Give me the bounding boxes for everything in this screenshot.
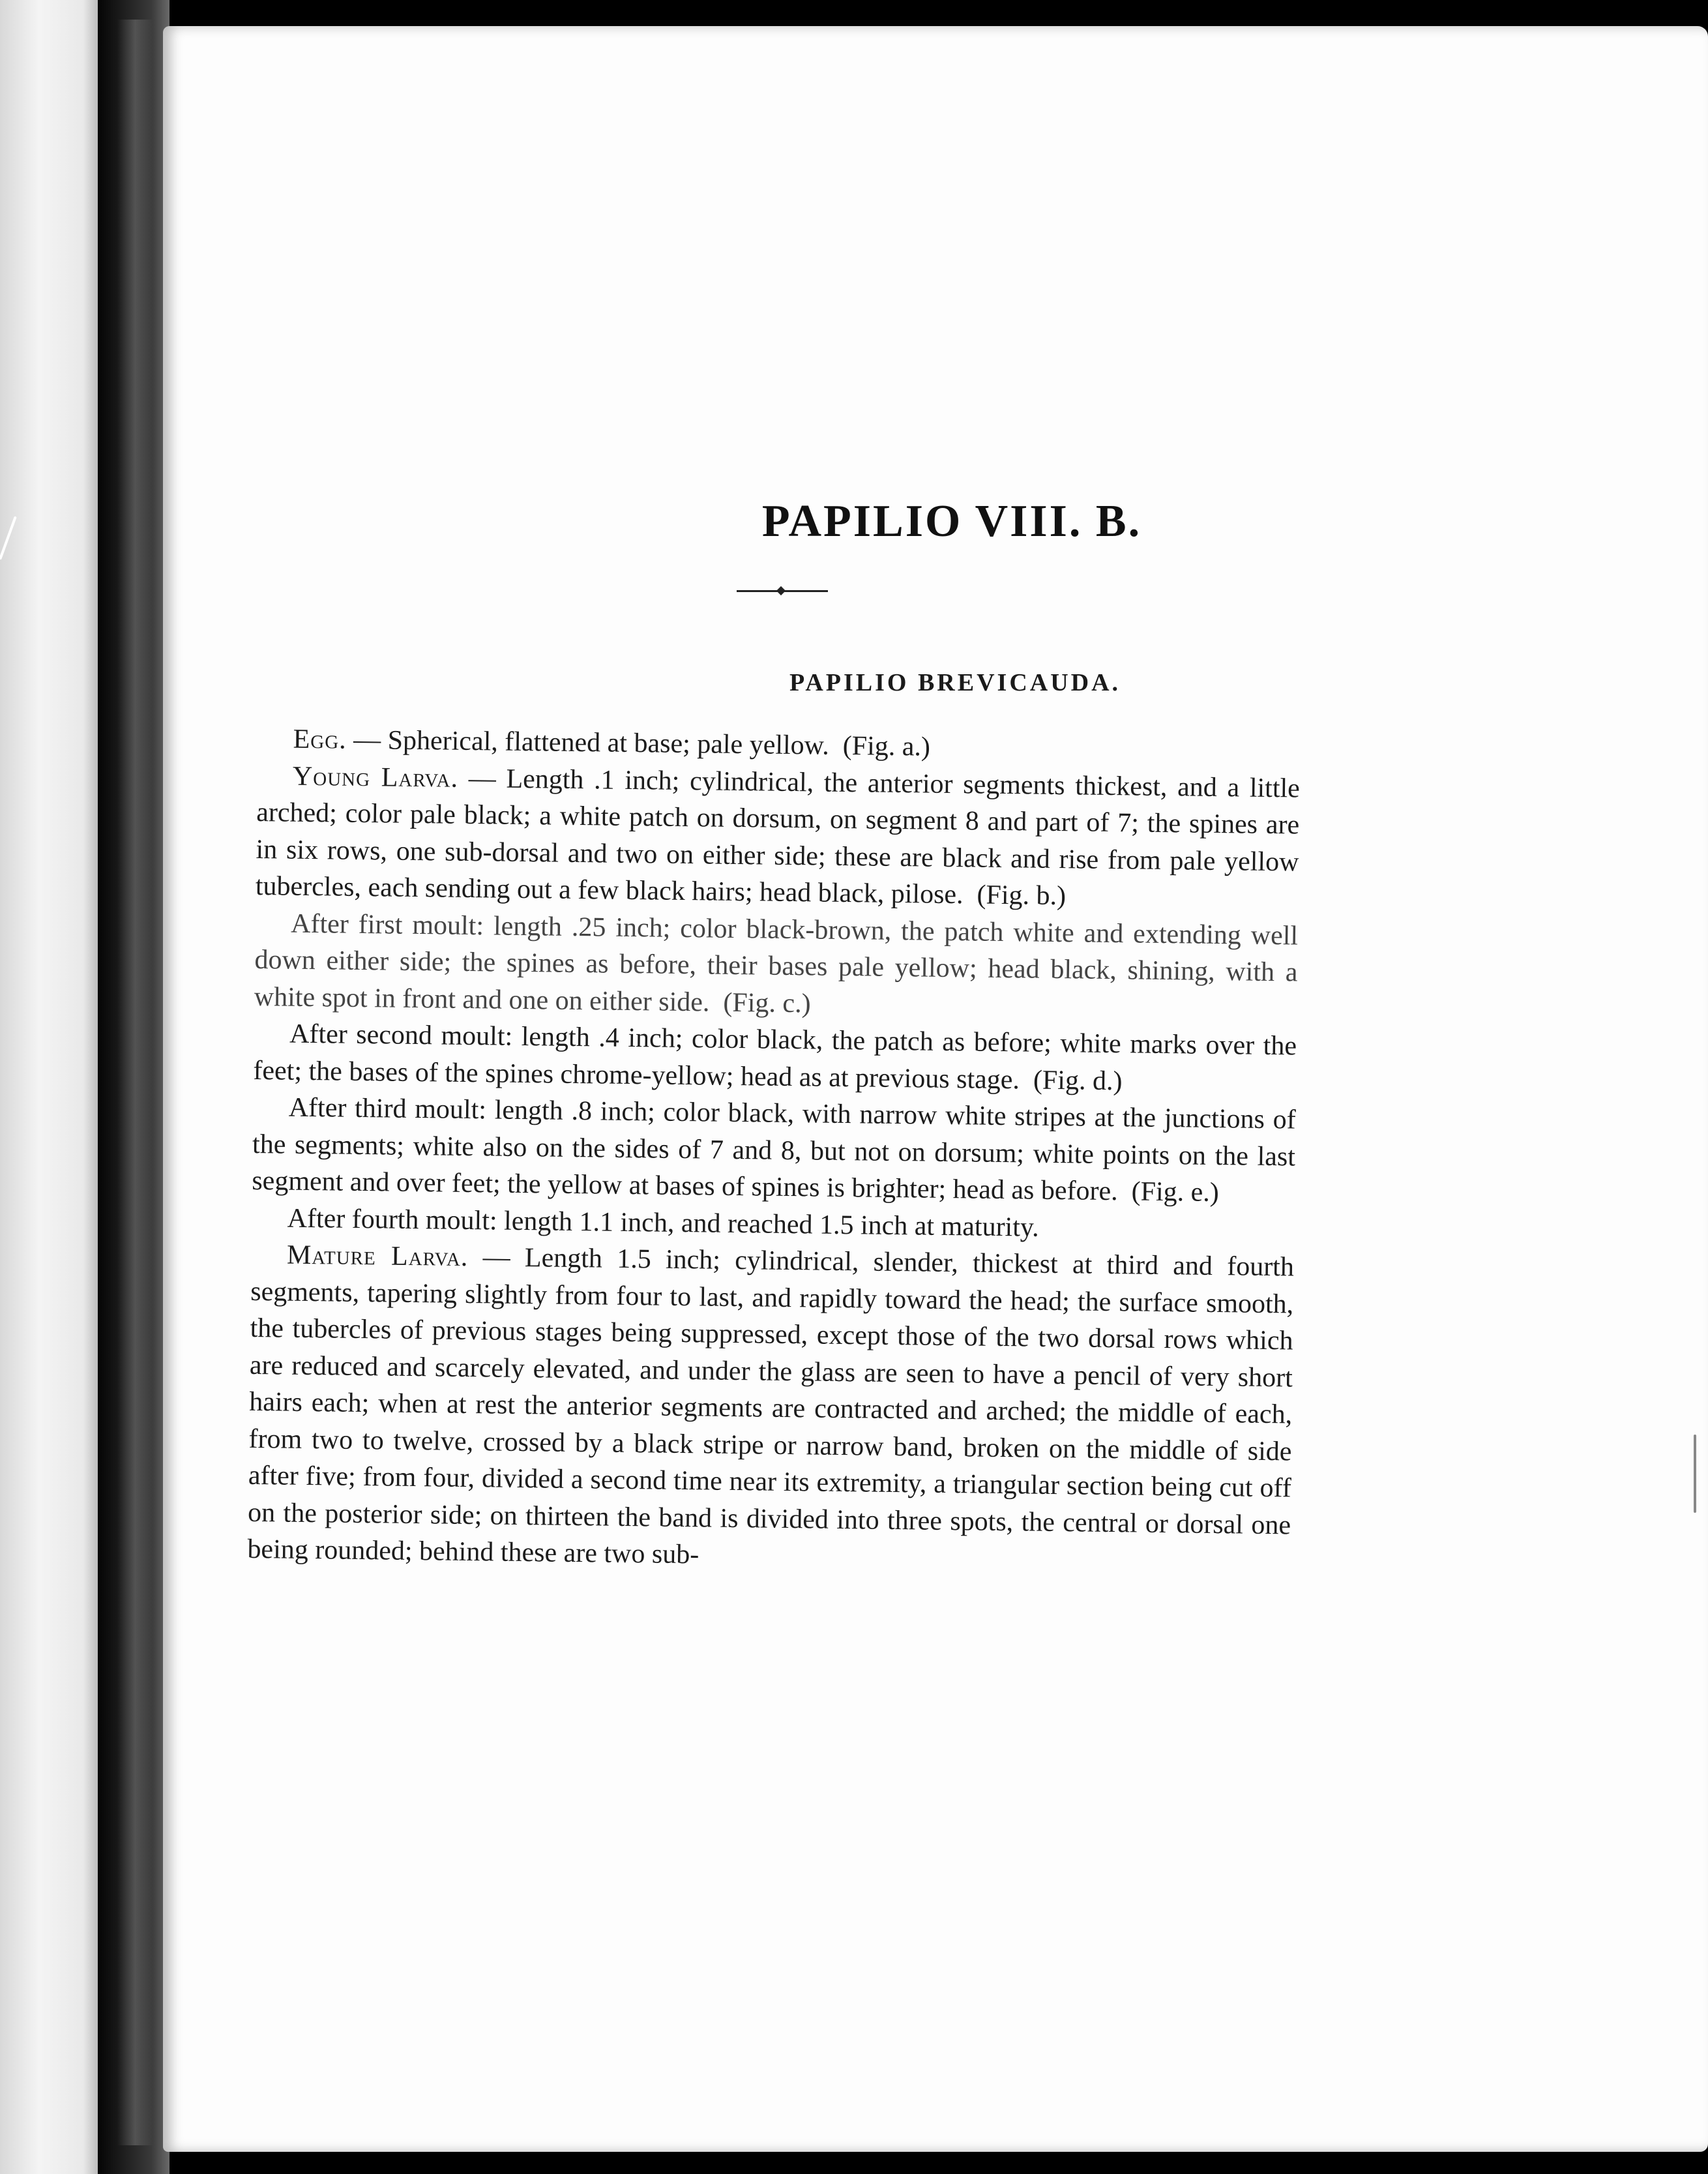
paragraph-young-larva — [256, 757, 1301, 917]
gutter-highlight — [117, 20, 153, 2145]
label-egg: Egg. — [293, 724, 347, 755]
text-second-moult: After second moult: length .4 inch; color black, the patch as before; white marks over the feet; the bases of the spines chrome-yellow; head as at previous stage. — [253, 1019, 1297, 1095]
page — [163, 26, 1708, 2152]
paragraph-mature-larva — [247, 1236, 1294, 1581]
scan-artifact-right — [1694, 1435, 1696, 1513]
fig-ref-first-moult: (Fig. c.) — [723, 987, 811, 1019]
fig-ref-third-moult: (Fig. e.) — [1131, 1176, 1220, 1208]
rule-diamond-icon — [776, 586, 786, 595]
page-title: PAPILIO VIII. B. — [761, 496, 1142, 546]
fig-ref-young-larva: (Fig. b.) — [977, 880, 1067, 912]
fig-ref-second-moult: (Fig. d.) — [1033, 1065, 1123, 1096]
text-young-larva: — Length .1 inch; cylindrical, the anterior segments thickest, and a little arched; color pale black; a white patch on dorsum, on segment 8 and part of 7; the spines are in six rows, one sub-dorsal and two on either side; these are black and rise from pale yellow tubercles, each sending out a few black hairs; head black, pilose. — [255, 763, 1301, 910]
paragraph-second-moult — [253, 1015, 1297, 1102]
fig-ref-egg: (Fig. a.) — [842, 730, 931, 762]
text-third-moult: After third moult: length .8 inch; color black, with narrow white stripes at the junctions of the segments; white also on the sides of 7 and 8, but not on dorsum; white points on the last segment and over feet; the yellow at bases of spines is brighter; head as before. — [252, 1092, 1296, 1207]
description-body — [247, 721, 1301, 1581]
text-fourth-moult: After fourth moult: length 1.1 inch, and reached 1.5 inch at maturity. — [287, 1203, 1040, 1243]
previous-page-edge — [0, 0, 98, 2174]
paragraph-first-moult — [254, 904, 1298, 1028]
species-heading: PAPILIO BREVICAUDA. — [789, 669, 1121, 696]
title-ornament-rule — [737, 587, 828, 595]
label-mature-larva: Mature Larva. — [286, 1240, 469, 1273]
text-egg: — Spherical, flattened at base; pale yellow. — [353, 724, 830, 761]
text-mature-larva: — Length 1.5 inch; cylindrical, slender, thickest at third and fourth segments, tapering slightly from four to last, and rapidly toward the head; the surface smooth, the tubercles of previous stages being suppressed, except those of the two dorsal rows which are reduced and scarcely elevated, and under the glass are seen to have a pencil of very short hairs each; when at rest the anterior segments are contracted and arched; the middle of each, from two to twelve, crossed by a black stripe or narrow band, broken on the middle of side after five; from four, divided a second time near its extremity, a triangular section being cut off on the posterior side; on thirteen the band is divided into three spots, the central or dorsal one being rounded; behind these are two sub- — [247, 1242, 1295, 1570]
paragraph-third-moult — [252, 1089, 1296, 1212]
label-young-larva: Young Larva. — [292, 761, 459, 794]
text-first-moult: After first moult: length .25 inch; color black-brown, the patch white and extending well down either side; the spines as before, their bases pale yellow; head black, shining, with a white spot in front and one on either side. — [254, 908, 1299, 1018]
